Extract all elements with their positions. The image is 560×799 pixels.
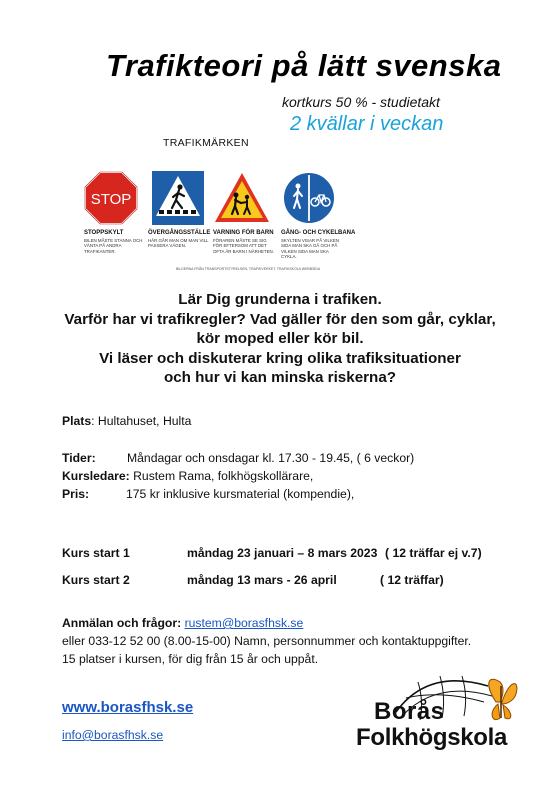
times-row xyxy=(62,451,96,465)
leader-value: Rustem Rama, folkhögskollärare, xyxy=(129,469,314,483)
website-link[interactable]: www.borasfhsk.se xyxy=(62,699,194,716)
children-warning-icon xyxy=(213,170,271,226)
course-2-dates: måndag 13 mars - 26 april xyxy=(187,573,337,587)
walk-cycle-path-icon xyxy=(281,170,337,226)
price-row xyxy=(62,487,89,501)
signs-heading: TRAFIKMÄRKEN xyxy=(163,137,249,149)
sign-desc-crossing: HÄR GÅR MAN OM MAN VILL PASSERA VÄGEN. xyxy=(148,238,209,249)
price-label: Pris: xyxy=(62,487,90,501)
pedestrian-crossing-icon xyxy=(151,170,205,226)
sign-desc-stop: BILEN MÅSTE STANNA OCH VÄNTA PÅ ANDRA TRAFIKANTER. xyxy=(84,238,143,254)
sign-label-crossing: ÖVERGÅNGSSTÄLLE xyxy=(148,230,211,236)
sign-desc-walk-cycle: SKYLTEN VISAR PÅ VILKEN SIDA MAN SKA GÅ OCH PÅ VILKEN SIDA MAN SKA CYKLA. xyxy=(281,238,339,260)
intro-line-2: Varför har vi trafikregler? Vad gäller för den som går, cyklar, xyxy=(64,310,496,328)
evenings-per-week: 2 kvällar i veckan xyxy=(290,113,444,135)
info-email-link[interactable]: info@borasfhsk.se xyxy=(62,728,164,742)
leader-row xyxy=(62,469,313,483)
sign-label-walk-cycle: GÅNG- OCH CYKELBANA xyxy=(281,230,356,236)
intro-line-5: och hur vi kan minska riskerna? xyxy=(163,369,397,386)
contact-seats-line: 15 platser i kursen, för dig från 15 år och uppåt. xyxy=(62,652,319,666)
course-subtitle: kortkurs 50 % - studietakt xyxy=(282,94,440,110)
intro-line-3: kör moped eller kör bil. xyxy=(196,330,364,347)
course-1-label: Kurs start 1 xyxy=(62,546,130,560)
times-value: Måndagar och onsdagar kl. 17.30 - 19.45, ( 6 veckor) xyxy=(127,451,415,465)
logo-line-2: Folkhögskola xyxy=(356,724,508,751)
stop-sign-icon xyxy=(83,170,139,226)
place-row xyxy=(62,414,191,428)
contact-email-link[interactable]: rustem@borasfhsk.se xyxy=(184,616,304,630)
contact-label: Anmälan och frågor: xyxy=(62,616,182,630)
sign-label-stop: STOPPSKYLT xyxy=(84,230,124,236)
course-2-note: ( 12 träffar) xyxy=(380,573,444,587)
image-credit: BILDERNA FRÅN TRANSPORTSTYRELSEN, TRAFIKVERKET, TRAFIKSKOLA WEBBSIDA xyxy=(176,267,321,271)
sign-desc-children: FÖRAREN MÅSTE SE SIG FÖR EFTERSOM ATT DET OFTA ÄR BARN I NÄRHETEN. xyxy=(213,238,274,254)
intro-line-4: Vi läser och diskuterar kring olika trafiksituationer xyxy=(99,349,461,367)
place-label: Plats xyxy=(62,414,92,428)
sign-label-children: VARNING FÖR BARN xyxy=(213,230,274,236)
place-value: : Hultahuset, Hulta xyxy=(91,414,192,428)
contact-phone-line: eller 033-12 52 00 (8.00-15-00) Namn, personnummer och kontaktuppgifter. xyxy=(62,634,472,648)
course-2-label: Kurs start 2 xyxy=(62,573,130,587)
intro-text xyxy=(0,290,560,388)
course-1-note: ( 12 träffar ej v.7) xyxy=(385,546,482,560)
contact-row xyxy=(62,616,303,630)
stop-sign-text: STOP xyxy=(90,191,132,208)
leader-label: Kursledare: xyxy=(62,469,130,483)
logo-line-1: Borås xyxy=(374,698,445,725)
page-title: Trafikteori på lätt svenska xyxy=(106,48,502,83)
price-value: 175 kr inklusive kursmaterial (kompendie), xyxy=(126,487,355,501)
school-logo xyxy=(352,672,522,762)
intro-line-1: Lär Dig grunderna i trafiken. xyxy=(178,291,382,308)
course-1-dates: måndag 23 januari – 8 mars 2023 xyxy=(187,546,378,560)
times-label: Tider: xyxy=(62,451,96,465)
